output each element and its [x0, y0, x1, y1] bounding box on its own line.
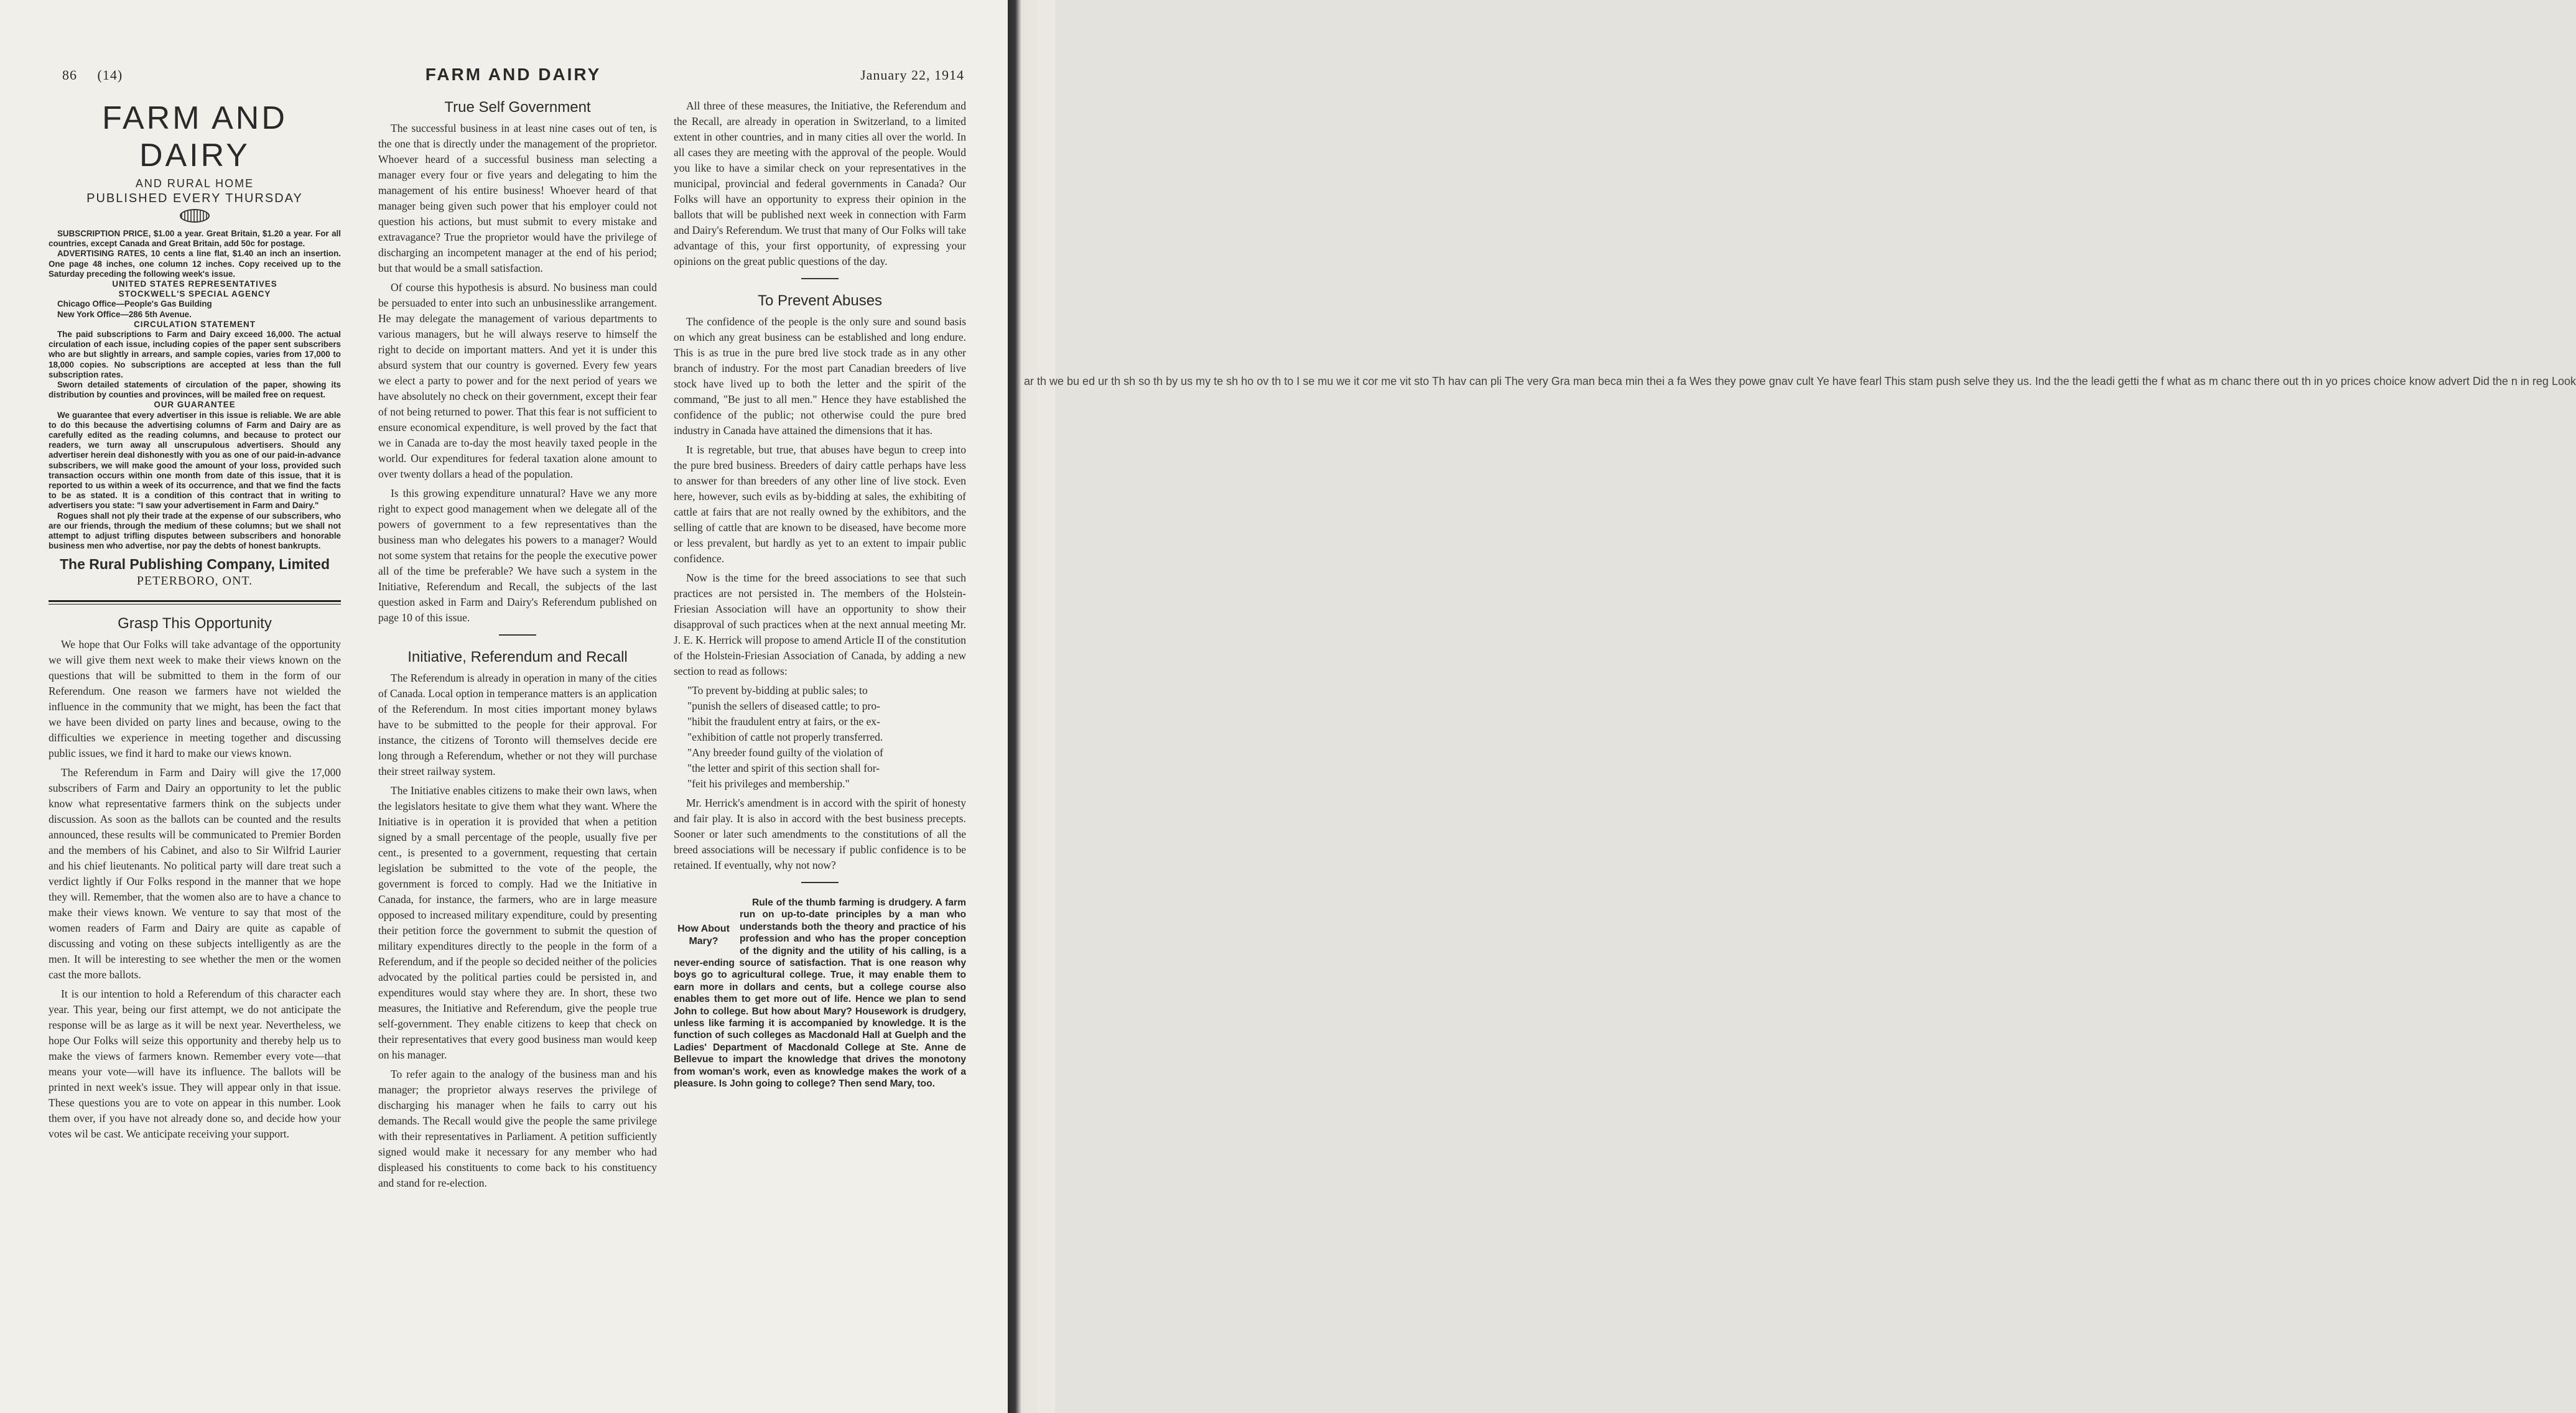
article-paragraph: Now is the time for the breed associations to see that such practices are not persisted in. The members of the Holstein-Friesian Association will have an opportunity to show their disapproval of such practices when at the next annual meeting Mr. J. E. K. Herrick will propose to amend Article II of the constitution of the Holstein-Friesian Association of Canada, by adding a new section to read as follows: — [674, 572, 966, 677]
article-title-initiative: Initiative, Referendum and Recall — [407, 649, 628, 665]
circulation-heading: CIRCULATION STATEMENT — [134, 319, 256, 329]
article-paragraph: Is this growing expenditure unnatural? Have we any more right to expect good management when we delegate all of the powers of government to a few representatives than the business man who delegates his powers to a manager? Would not some system that retains for the people the executive power all of the time be preferable? We have such a system in the Initiative, Referendum and Recall, the subjects of the last question asked in Farm and Dairy's Referendum published on page 10 of this issue. — [378, 487, 657, 624]
article-paragraph: The Initiative enables citizens to make their own laws, when the legislators hesitate to give them what they want. Where the Initiative is in operation it is provided that when a petition signed by a small percentage of the people, usually five per cent., is presented to a government, requesting that certain legislation be submitted to the vote of the people, the government is forced to comply. Had we the Initiative in Canada, for instance, the farmers, who are in large measure opposed to increased military expenditure, could by presenting their petition force the government to submit the question of military expenditures directly to the people in the form of a Referendum, and if the people so decided neither of the policies advocated by the political parties could be persisted in, and expenditures would stay where they are. In short, these two measures, the Initiative and Referendum, give the people true self-government. They enable citizens to keep that check on their representatives that every good business man would keep on his manager. — [378, 784, 657, 1061]
sidebar-label: How About Mary? — [677, 924, 730, 947]
quote-line: "feit his privileges and membership." — [687, 777, 850, 790]
guarantee-heading: OUR GUARANTEE — [154, 400, 236, 410]
page-number: 86 (14) — [62, 67, 123, 83]
article-title-abuses: To Prevent Abuses — [757, 292, 883, 309]
article-paragraph: It is our intention to hold a Referendum of this character each year. This year, being our first attempt, we do not anticipate the response will be as large as it will be next year. Nevertheless, we hope Our Folks will seize this opportunity and thereby help us to make the views of farmers known. Remember every vote—that means your vote—will have its influence. The ballots will be printed in next week's issue. They will appear only in that issue. These questions you are to vote on appear in this number. Look them over, if you have not already done so, and decide how your votes wil be cast. We anticipate receiving your support. — [49, 987, 341, 1140]
chicago-office: Chicago Office—People's Gas Building — [57, 299, 212, 309]
article-paragraph: Mr. Herrick's amendment is in accord with the spirit of honesty and fair play. It is also in accord with the best business precepts. Sooner or later such amendments to the constitutions of all the breed associations will be necessary if public confidence is to be retained. If eventually, why not now? — [674, 797, 966, 871]
column-3 — [674, 98, 966, 1090]
divider — [499, 634, 536, 636]
guarantee-text-2: Rogues shall not ply their trade at the expense of our subscribers, who are our friends, through the medium of these columns; but we shall not attempt to adjust trifling disputes between subscribers and honorable business men who advertise, nor pay the debts of honest bankrupts. — [49, 511, 341, 551]
article-paragraph: We hope that Our Folks will take advantage of the opportunity we will give them next week to make their views known on the questions that will be submitted to them in the form of our Referendum. One reason we farmers have not wielded the influence in the community that we might, has been the fact that we have been divided on party lines and because, owing to the difficulties we experience in meeting together and discussing public issues, we find it hard to make our views known. — [49, 637, 341, 759]
ornament-icon — [180, 209, 210, 223]
article-title-self-government: True Self Government — [444, 99, 591, 116]
company-city: PETERBORO, ONT. — [136, 573, 253, 588]
amendment-quote — [674, 683, 966, 792]
quote-line: "hibit the fraudulent entry at fairs, or the ex- — [687, 715, 880, 728]
article-paragraph: The Referendum is already in operation in many of the cities of Canada. Local option in temperance matters is an application of the Referendum. In most cities important money bylaws have to be submitted to the people for their approval. For instance, the citizens of Toronto will themselves decide ere long through a Referendum, whether or not they will purchase their street railway system. — [378, 672, 657, 777]
quote-line: "exhibition of cattle not properly transferred. — [687, 731, 883, 743]
quote-line: "Any breeder found guilty of the violation of — [687, 746, 883, 759]
masthead-title: FARM AND DAIRY — [102, 100, 287, 174]
advertising-text: ADVERTISING RATES, 10 cents a line flat, $1.40 an inch an insertion. One page 48 inches, one column 12 inches. Copy received up to the Saturday preceding the following week's issue. — [49, 249, 341, 279]
quote-line: "punish the sellers of diseased cattle; to pro- — [687, 700, 880, 712]
article-paragraph: The successful business in at least nine cases out of ten, is the one that is directly under the management of the proprietor. Whoever heard of a successful business man selecting a manager every four or five years and delegating to him the management of his entire business! Whoever heard of that manager being given such power that his employer could not question his actions, but must submit to every mistake and extravagance? True the proprietor would have the privilege of discharging an incompetent manager at the end of his period; but that would be a small satisfaction. — [378, 122, 657, 274]
article-paragraph: To refer again to the analogy of the business man and his manager; the proprietor always reserves the privilege of discharging his manager when he fails to carry out his demands. The Recall would give the people the same privilege with their representatives in Parliament. A petition sufficiently signed would make it necessary for any member who had displeased his constituents to come back to his constituency and stand for re-election. — [378, 1068, 657, 1189]
article-paragraph: The confidence of the people is the only sure and sound basis on which any great business can be established and long endure. This is as true in the pure bred live stock trade as in any other branch of industry. For the most part Canadian breeders of live stock have lived up to both the letter and the spirit of the command, "Be just to all men." Hence they have established the confidence of the public; not otherwise could the pure bred industry in Canada have attained the dimensions that it has. — [674, 315, 966, 437]
circulation-text-1: The paid subscriptions to Farm and Dairy exceed 16,000. The actual circulation of each issue, including copies of the paper sent subscribers who are but slightly in arrears, and sample copies, varies from 17,000 to 18,000 copies. No subscriptions are accepted at less than the full subscription rates. — [49, 330, 341, 379]
divider — [801, 278, 839, 279]
sidebar-text: Rule of the thumb farming is drudgery. A farm run on up-to-date principles by a man who understands both the theory and practice of his profession and who has the proper conception of the dignity and the utility of his calling, is a never-ending source of satisfaction. That is one reason why boys go to agricultural college. True, it may enable them to earn more in dollars and cents, but a college course also enables them to get more out of life. Hence we plan to send John to college. But how about Mary? Housework is drudgery, unless like farming it is accompanied by knowledge. It is the function of such colleges as Macdonald Hall at Guelph and the Ladies' Department of Macdonald College at Ste. Anne de Bellevue to impart the knowledge that drives the monotony from woman's work, even as knowledge makes the work of a pleasure. Is John going to college? Then send Mary, too. — [674, 897, 966, 1090]
article-paragraph: It is regretable, but true, that abuses have begun to creep into the pure bred business. Breeders of dairy cattle perhaps have less to answer for than breeders of any other line of live stock. Even here, however, such evils as by-bidding at sales, the exhibiting of cattle at fairs that are not really owned by the exhibitors, and the selling of cattle that are known to be diseased, have become more or less prevalent, but hardly as yet to an extent to impair public confidence. — [674, 443, 966, 565]
column-1 — [49, 98, 341, 1146]
running-header — [62, 65, 964, 90]
issue-date: January 22, 1914 — [860, 67, 964, 83]
masthead-published: PUBLISHED EVERY THURSDAY — [86, 192, 303, 205]
how-about-mary-box — [674, 897, 966, 1090]
subscription-text: SUBSCRIPTION PRICE, $1.00 a year. Great Britain, $1.20 a year. For all countries, except Canada and Great Britain, add 50c for postage. — [49, 229, 341, 249]
article-title-grasp: Grasp This Opportunity — [118, 614, 272, 632]
next-page-fragment: ar th we bu ed ur th sh so th by us my te sh ho ov th to I se mu we it cor me vit sto Th hav can pli The very Gra man beca min thei a fa Wes they powe gnav cult Ye have fearl This stam push selve they us. Ind the the leadi getti the f what as m chanc there out th in yo prices choice know advert Did the n in reg Look — [1024, 375, 2576, 387]
divider — [49, 600, 341, 605]
running-title: FARM AND DAIRY — [425, 65, 602, 84]
us-reps-agency: STOCKWELL'S SPECIAL AGENCY — [118, 289, 271, 299]
guarantee-text-1: We guarantee that every advertiser in this issue is reliable. We are able to do this because the advertising columns of Farm and Dairy are as carefully edited as the reading columns, and because to protect our readers, we turn away all unscrupulous advertisers. Should any advertiser herein deal dishonestly with you as one of our paid-in-advance subscribers, we will make good the amount of your loss, provided such transaction occurs within one month from date of this issue, that it is reported to us within a week of its occurrence, and that we find the facts to be as stated. It is a condition of this contract that in writing to advertisers you state: "I saw your advertisement in Farm and Dairy." — [49, 410, 341, 511]
us-reps-heading: UNITED STATES REPRESENTATIVES — [112, 279, 277, 289]
newspaper-page — [0, 0, 1008, 1413]
publisher-notice — [49, 229, 341, 552]
column-2 — [378, 97, 657, 1195]
company-name: The Rural Publishing Company, Limited — [59, 555, 330, 572]
divider — [801, 882, 839, 883]
quote-line: "To prevent by-bidding at public sales; to — [687, 684, 868, 697]
article-paragraph: All three of these measures, the Initiative, the Referendum and the Recall, are already in operation in Switzerland, to a limited extent in other countries, and in many cities all over the world. In all cases they are meeting with the approval of the people. Would you like to have a similar check on your representatives in the municipal, provincial and federal governments in Canada? Our Folks will have an opportunity to express their opinion in the ballots that will be published next week in connection with Farm and Dairy's Referendum. We trust that many of Our Folks will take advantage of this, your first opportunity, of expressing your opinions on the great public questions of the day. — [674, 100, 966, 267]
circulation-text-2: Sworn detailed statements of circulation of the paper, showing its distribution by counties and provinces, will be mailed free on request. — [49, 380, 341, 400]
article-paragraph: The Referendum in Farm and Dairy will give the 17,000 subscribers of Farm and Dairy an opportunity to let the public know what representative farmers think on the subjects under discussion. As soon as the ballots can be counted and the results announced, these results will be communicated to Premier Borden and the members of his Cabinet, and also to Sir Wilfrid Laurier and his chief lieutenants. No political party will dare treat such a verdict lightly if Our Folks respond in the manner that we hope they will. Remember, that the women also are to have a chance to make their views known. We venture to say that most of the women readers of Farm and Dairy are quite as capable of discussing and voting on these subjects intelligently as are the men. It will be interesting to see whether the men or the women cast the more ballots. — [49, 766, 341, 981]
masthead-subtitle: AND RURAL HOME — [135, 177, 254, 190]
newyork-office: New York Office—286 5th Avenue. — [57, 309, 192, 319]
quote-line: "the letter and spirit of this section shall for- — [687, 762, 880, 774]
article-paragraph: Of course this hypothesis is absurd. No business man could be persuaded to enter into such an unbusinesslike arrangement. He may delegate the management of various departments to various managers, but he will always reserve to himself the right to decide on important matters. And yet it is under this absurd system that our country is governed. Every few years we elect a party to power and for the next period of years we have absolutely no check on their government, except their fear of not being returned to power. That this fear is not sufficient to ensure economical expenditure, is well proved by the fact that we in Canada are to-day the most heavily taxed people in the world. Our expenditures for federal taxation alone amount to over twenty dollars a head of the population. — [378, 281, 657, 480]
section-number: (14) — [97, 67, 123, 83]
